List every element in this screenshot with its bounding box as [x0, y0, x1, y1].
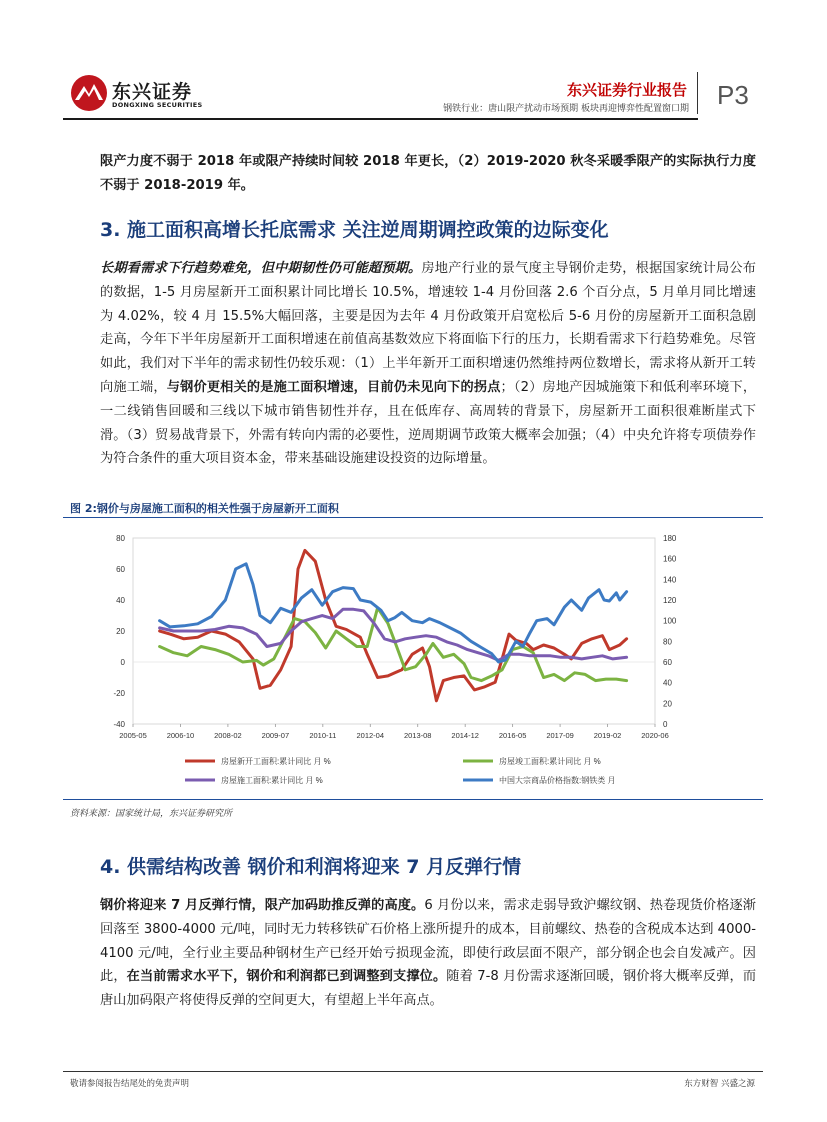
intro-paragraph: 限产力度不弱于 2018 年或限产持续时间较 2018 年更长，（2）2019-2020 秋冬采暖季限产的实际执行力度不弱于 2018-2019 年。: [100, 154, 756, 193]
y-left-tick-label: 40: [116, 596, 125, 605]
x-tick-label: 2009-07: [261, 731, 290, 740]
series-line-4: [160, 564, 627, 662]
x-tick-label: 2017-09: [546, 731, 574, 740]
logo-text-en: DONGXING SECURITIES: [112, 101, 203, 109]
figure-source: 资料来源：国家统计局，东兴证券研究所: [70, 809, 233, 819]
legend-label-3: 房屋施工面积:累计同比 月 %: [221, 776, 323, 785]
section-4-emphasis: 在当前需求水平下，钢价和利润都已到调整到支撑位。: [126, 969, 447, 985]
section-3-paragraph: [100, 257, 756, 471]
legend-label-2: 房屋竣工面积:累计同比 月 %: [499, 757, 601, 766]
section-4-paragraph: [100, 894, 756, 1013]
footer-rule: [63, 1071, 763, 1072]
x-tick-label: 2005-05: [119, 731, 147, 740]
figure-top-rule: [63, 517, 763, 518]
y-right-tick-label: 140: [663, 575, 677, 585]
section-3-lead: 长期看需求下行趋势难免，但中期韧性仍可能超预期。: [100, 261, 422, 276]
legend-label-1: 房屋新开工面积:累计同比 月 %: [221, 757, 331, 766]
section-4-heading: 4. 供需结构改善 钢价和利润将迎来 7 月反弹行情: [100, 856, 522, 878]
footer-slogan: 东方财智 兴盛之源: [684, 1079, 755, 1089]
y-right-tick-label: 20: [663, 699, 672, 709]
y-right-tick-label: 160: [663, 554, 677, 564]
header-rule: [63, 118, 698, 120]
footer-disclaimer: 敬请参阅报告结尾处的免责声明: [70, 1079, 190, 1089]
y-left-tick-label: 0: [120, 658, 125, 667]
section-4-lead: 钢价将迎来 7 月反弹行情，限产加码助推反弹的高度。: [100, 898, 425, 913]
y-left-tick-label: 20: [116, 627, 125, 636]
chart-container: [63, 522, 763, 797]
y-left-tick-label: 80: [116, 534, 125, 543]
section-3-text-c: ；（2）房地产因城施策下和低利率环境下，一二线销售回暖和三线以下城市销售韧性并存，且在低库存、高周转的背景下，房屋新开工面积很难断崖式下滑。（3）贸易战背景下，外需有转向内需的必要性，逆周期调节政策大概率会加强；（4）中央允许将专项债券作为符合条件的重大项目资本金，带来基础设施建设投资的边际增量。: [100, 379, 757, 467]
section-3-heading: 3. 施工面积高增长托底需求 关注逆周期调控政策的边际变化: [100, 219, 609, 241]
y-left-tick-label: -40: [113, 720, 125, 729]
x-tick-label: 2010-11: [309, 731, 337, 740]
y-right-tick-label: 120: [663, 596, 677, 605]
figure-bottom-rule: [63, 799, 763, 800]
legend-label-4: 中国大宗商品价格指数:钢铁类 月: [499, 776, 616, 785]
header-divider: [697, 72, 698, 114]
y-left-tick-label: -20: [113, 689, 125, 698]
x-tick-label: 2008-02: [214, 731, 242, 740]
x-tick-label: 2016-05: [498, 731, 527, 740]
figure-title: 图 2:钢价与房屋施工面积的相关性强于房屋新开工面积: [70, 502, 339, 515]
section-3-text-a: 房地产行业的景气度主导钢价走势，根据国家统计局公布的数据，1-5 月房屋新开工面积累计同比增长 10.5%，增速较 1-4 月份回落 2.6 个百分点，5 月单月同比增速为 4.02%，较 4 月 15.5%大幅回落，主要是因为去年 4 月份政策开启宽松后 5-6 月份的房屋新开工面积急剧走高，今年下半年房屋新开工面积增速在前值高基数效应下将面临下行的压力，长期看需求下行趋势难免。尽管如此，我们对下半年的需求韧性仍较乐观：（1）上半年新开工面积增速仍然维持两位数增长，需求将从新开工转向施工端，: [100, 261, 756, 395]
x-tick-label: 2014-12: [451, 731, 479, 740]
x-tick-label: 2019-02: [593, 731, 622, 740]
section-3-emphasis: 与钢价更相关的是施工面积增速，目前仍未见向下的拐点: [166, 379, 501, 395]
line-chart: [63, 522, 763, 797]
logo-text-cn: 东兴证券: [112, 81, 193, 103]
x-tick-label: 2006-10: [166, 731, 195, 740]
logo-mark-icon: [70, 74, 108, 112]
y-right-tick-label: 100: [663, 616, 677, 626]
x-tick-label: 2013-08: [403, 731, 432, 740]
y-right-tick-label: 60: [663, 658, 672, 667]
y-right-tick-label: 40: [663, 678, 672, 688]
y-right-tick-label: 80: [663, 637, 672, 647]
y-left-tick-label: 60: [116, 565, 125, 574]
y-right-tick-label: 180: [663, 534, 677, 543]
section-4-text-a: 6 月份以来，需求走弱导致沪螺纹钢、热卷现货价格逐渐回落至 3800-4000 元/吨，同时无力转移铁矿石价格上涨所提升的成本，目前螺纹、热卷的含税成本达到 4000-4100 元/吨，全行业主要品种钢材生产已经开始亏损现金流，即使行政层面不限产，部分钢企也会自发减产。因此，: [100, 898, 756, 985]
company-logo: [70, 74, 203, 114]
x-tick-label: 2020-06: [641, 731, 669, 740]
section-4-text-c: 随着 7-8 月份需求逐渐回暖，钢价将大概率反弹，而唐山加码限产将使得反弹的空间更大，有望超上半年高点。: [100, 969, 757, 1009]
report-title: 东兴证券行业报告: [566, 81, 687, 99]
page-number: P3: [717, 80, 749, 110]
report-subtitle: 钢铁行业：唐山限产扰动市场预期 板块再迎博弈性配置窗口期: [443, 104, 689, 114]
x-tick-label: 2012-04: [356, 731, 385, 740]
y-right-tick-label: 0: [663, 720, 668, 729]
